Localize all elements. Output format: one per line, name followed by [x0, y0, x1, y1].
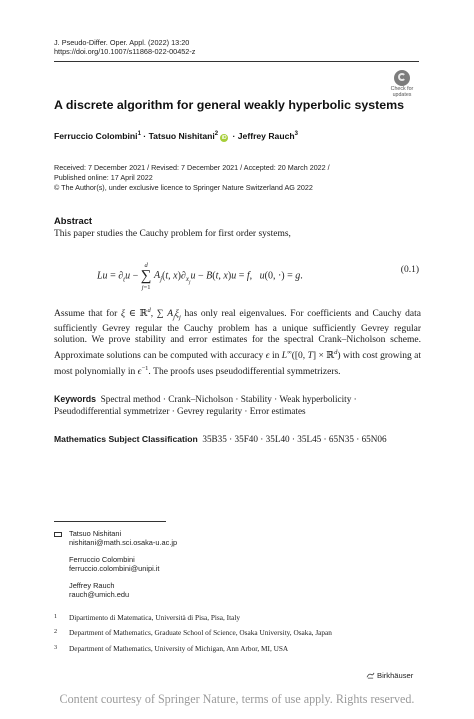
contact-name: Tatsuo Nishitani [69, 529, 122, 538]
publisher-logo-icon [366, 672, 375, 679]
doi-link[interactable]: https://doi.org/10.1007/s11868-022-00452-z [54, 47, 196, 57]
paper-title: A discrete algorithm for general weakly hyperbolic systems [54, 98, 405, 112]
author-affiliation-mark: 1 [137, 131, 141, 138]
abstract-body: Assume that for ξ ∈ ℝ$^d$, ∑ $A_j\xi_j$ has only real eigenvalues. For coefficients and Cauchy data sufficiently Gevrey regular the Cauchy problem has a unique sufficiently Gevrey regular solution. We prove stability and error estimates for the spectral Crank–Nicholson scheme. Approximate solutions can be computed with accuracy ϵ in L∞([0, T] × ℝ$^d$) with cost growing at most polynomially in $\epsilon^{-1}$. The proofs uses pseudodifferential symmetrizers. [54, 307, 422, 377]
author-name[interactable]: Ferruccio Colombini [54, 131, 138, 141]
contact-email[interactable]: nishitani@math.sci.osaka-u.ac.jp [69, 538, 178, 548]
contact-email[interactable]: ferruccio.colombini@unipi.it [69, 564, 160, 574]
orcid-icon[interactable]: iD [221, 135, 227, 141]
author-name[interactable]: Tatsuo Nishitani [148, 131, 215, 141]
header-rule [54, 61, 419, 62]
contact-block [54, 529, 354, 609]
msc-label: Mathematics Subject Classification [54, 434, 198, 444]
publisher-name: Birkhäuser [377, 671, 414, 680]
affiliation-text: Dipartimento di Matematica, Università di Pisa, Pisa, Italy [69, 613, 241, 622]
equation-formula: $Lu = \partial_tu - d$ ∑ j=1 $A_j(t$, $x)\partial_{x_j}u - B(t$, x)u = f, u(0, ·) = g. [97, 262, 303, 291]
affiliation-text: Department of Mathematics, Graduate School of Science, Osaka University, Osaka, Japan [69, 628, 332, 637]
publisher-mark [366, 671, 413, 680]
keywords [54, 394, 421, 418]
affiliation-number: 2 [54, 628, 58, 635]
dates-line: Published online: 17 April 2022 [54, 172, 153, 182]
abstract-heading: Abstract [54, 215, 93, 226]
equation-0-1 [54, 253, 419, 297]
envelope-icon [54, 532, 62, 537]
copyright-line: © The Author(s), under exclusive licence to Springer Nature Switzerland AG 2022 [54, 182, 313, 192]
refresh-icon [394, 70, 410, 86]
author-separator: · [232, 131, 236, 141]
badge-line-1: Check for [390, 86, 414, 92]
msc-codes: 35B35 · 35F40 · 35L40 · 35L45 · 65N35 · 65N06 [202, 434, 387, 444]
equation-number: (0.1) [400, 265, 419, 275]
contact-name: Ferruccio Colombini [69, 555, 135, 564]
author-name[interactable]: Jeffrey Rauch [237, 131, 295, 141]
keywords-text: Spectral method · Crank–Nicholson · Stability · Weak hyperbolicity · Pseudodifferential symmetrizer · Gevrey regularity · Error estimates [54, 394, 357, 416]
abstract-intro: This paper studies the Cauchy problem for first order systems, [54, 229, 291, 239]
journal-header [54, 38, 195, 56]
badge-line-2: updates [392, 91, 412, 98]
author-list [54, 131, 298, 142]
author-affiliation-mark: 2 [214, 131, 219, 138]
footnote-rule [54, 521, 166, 522]
affiliation-2 [54, 628, 414, 638]
subject-classification [54, 434, 387, 444]
dates-line: Received: 7 December 2021 / Revised: 7 December 2021 / Accepted: 20 March 2022 / [54, 163, 330, 172]
author-affiliation-mark: 3 [294, 131, 298, 138]
contact-email[interactable]: rauch@umich.edu [69, 590, 130, 600]
affiliation-3 [54, 644, 414, 654]
contact-name: Jeffrey Rauch [69, 581, 115, 590]
publication-dates [54, 163, 330, 192]
journal-citation: J. Pseudo-Differ. Oper. Appl. (2022) 13:20 [54, 38, 190, 47]
affiliation-number: 3 [54, 644, 58, 651]
affiliation-number: 1 [54, 613, 58, 620]
keywords-label: Keywords [54, 394, 97, 404]
courtesy-footer: Content courtesy of Springer Nature, terms of use apply. Rights reserved. [59, 692, 415, 706]
author-separator: · [143, 131, 147, 141]
affiliation-text: Department of Mathematics, University of Michigan, Ann Arbor, MI, USA [69, 644, 289, 653]
affiliation-1 [54, 613, 414, 623]
